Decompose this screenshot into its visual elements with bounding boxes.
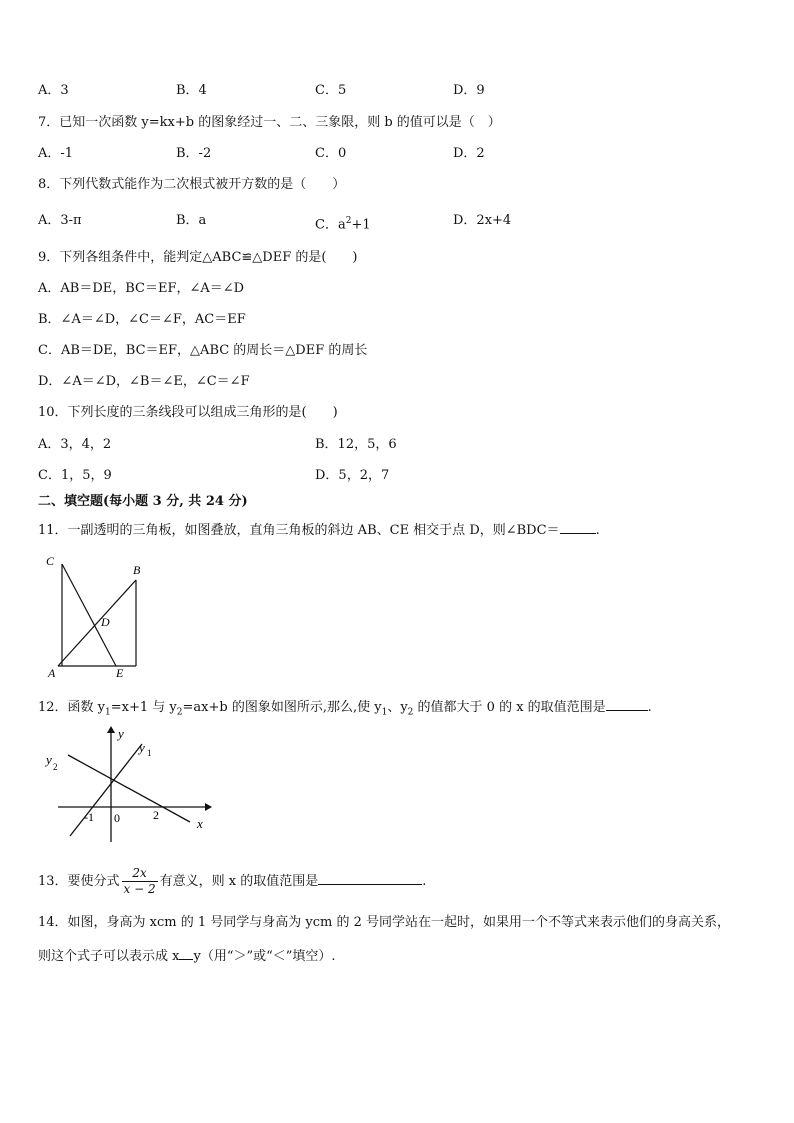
q7-option-d: D．2	[453, 146, 485, 161]
q6-option-c: C．5	[315, 83, 347, 98]
q9-option-c: C．AB＝DE，BC＝EF，△ABC 的周长＝△DEF 的周长	[38, 343, 368, 358]
q9-option-d: D．∠A＝∠D，∠B＝∠E，∠C＝∠F	[38, 374, 250, 389]
q6-option-b: B．4	[176, 83, 207, 98]
q8-option-a: A．3-π	[38, 213, 82, 228]
x-axis-arrow	[205, 803, 212, 811]
y1-label: y	[139, 740, 145, 755]
y-axis-arrow	[107, 726, 115, 733]
label-c: C	[46, 554, 55, 568]
q11-figure	[40, 552, 152, 682]
q12-stem: 12．函数 $y_1=x+1$ 与 $y_2=ax+b$ 的图象如图所示,那么,使 $y_1$、$y_2$ 的值都大于 0 的 x 的取值范围是 .	[38, 697, 652, 722]
x-axis-label: x	[197, 816, 203, 831]
q12-answer-blank[interactable]	[606, 697, 648, 711]
y1-sub: 1	[147, 748, 152, 758]
tick-0: 0	[114, 811, 120, 825]
q6-option-a: A．3	[38, 83, 69, 98]
q10-stem: 10．下列长度的三条线段可以组成三角形的是( )	[38, 405, 338, 420]
q12-graph	[40, 724, 220, 846]
segment-ab	[58, 580, 136, 666]
q8-option-b: B．a	[176, 213, 207, 228]
q9-stem: 9．下列各组条件中，能判定△ABC≌△DEF 的是( )	[38, 250, 358, 265]
q7-stem: 7．已知一次函数 y=kx+b 的图象经过一、二、三象限，则 b 的值可以是（ ）	[38, 115, 501, 130]
q13-stem: 13．要使分式 $\frac{2x}{x - 2}$ 有意义，则 x 的取值范围是 .	[38, 866, 427, 896]
q10-option-a: A．3，4，2	[38, 437, 112, 452]
q13-fraction: $\frac{2x}{x - 2}$	[123, 866, 156, 896]
q7-option-a: A．-1	[38, 146, 74, 161]
q8-option-d: D．2x+4	[453, 213, 512, 228]
tick-neg1: -1	[84, 810, 94, 824]
q10-option-d: D．5，2，7	[315, 468, 390, 483]
q10-option-c: C．1，5，9	[38, 468, 112, 483]
q6-option-d: D．9	[453, 83, 485, 98]
q13-answer-blank[interactable]	[318, 871, 422, 885]
label-e: E	[116, 666, 124, 680]
q8-option-c: C．$a^2+1$	[315, 216, 371, 233]
q7-option-b: B．-2	[176, 146, 212, 161]
y2-sub: 2	[53, 762, 58, 772]
label-b: B	[133, 563, 141, 577]
label-a: A	[48, 666, 56, 680]
y2-label: y	[46, 752, 52, 767]
q7-option-c: C．0	[315, 146, 347, 161]
tick-2: 2	[153, 808, 159, 822]
q14-line1: 14．如图，身高为 xcm 的 1 号同学与身高为 ycm 的 2 号同学站在一起时，如果用一个不等式来表示他们的身高关系，	[38, 915, 731, 930]
q14-line2: 则这个式子可以表示成 x y（用“＞”或“＜”填空）.	[38, 946, 336, 966]
q10-option-b: B．12，5，6	[315, 437, 397, 452]
label-d: D	[101, 615, 110, 629]
q11-answer-blank[interactable]	[560, 520, 596, 534]
q9-option-a: A．AB＝DE，BC＝EF，∠A＝∠D	[38, 281, 245, 296]
q8-stem: 8．下列代数式能作为二次根式被开方数的是（ ）	[38, 177, 346, 192]
q9-option-b: B．∠A＝∠D，∠C＝∠F，AC＝EF	[38, 312, 246, 327]
q14-answer-blank[interactable]	[179, 946, 193, 960]
y-axis-label: y	[118, 726, 124, 741]
q11-stem: 11．一副透明的三角板，如图叠放，直角三角板的斜边 AB、CE 相交于点 D，则∠BDC＝ .	[38, 520, 600, 540]
section-heading: 二、填空题(每小题 3 分, 共 24 分)	[38, 494, 248, 509]
